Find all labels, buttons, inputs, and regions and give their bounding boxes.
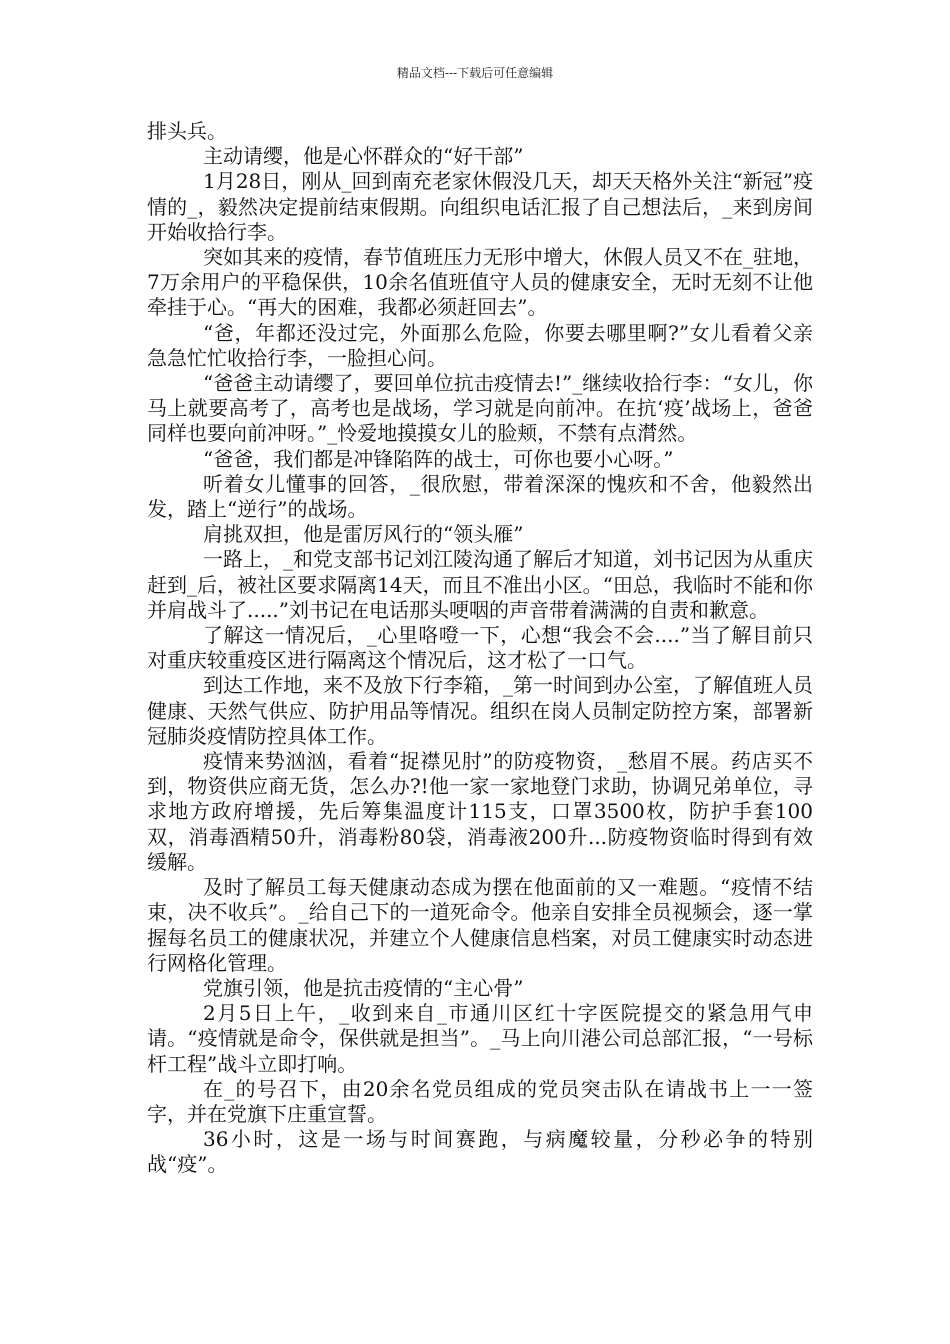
paragraph: 了解这一情况后，_心里咯噔一下，心想“我会不会....”当了解目前只对重庆较重疫区进行隔离这个情况后，这才松了一口气。 xyxy=(147,623,813,673)
paragraph: “爸，年都还没过完，外面那么危险，你要去哪里啊?”女儿看着父亲急急忙忙收拾行李，一脸担心问。 xyxy=(147,320,813,370)
paragraph: 疫情来势汹汹，看着“捉襟见肘”的防疫物资，_愁眉不展。药店买不到，物资供应商无货，怎么办?!他一家一家地登门求助，协调兄弟单位，寻求地方政府增援，先后筹集温度计115支，口罩3500枚，防护手套100双，消毒酒精50升，消毒粉80袋，消毒液200升...防疫物资临时得到有效缓解。 xyxy=(147,749,813,874)
paragraph: 肩挑双担，他是雷厉风行的“领头雁” xyxy=(203,522,524,547)
paragraph: 一路上，_和党支部书记刘江陵沟通了解后才知道，刘书记因为从重庆赶到_后，被社区要求隔离14天，而且不准出小区。“田总，我临时不能和你并肩战斗了.....”刘书记在电话那头哽咽的声音带着满满的自责和歉意。 xyxy=(147,547,813,622)
paragraph: 排头兵。 xyxy=(147,119,227,143)
paragraph: 突如其来的疫情，春节值班压力无形中增大，休假人员又不在_驻地，7万余用户的平稳保供，10余名值班值守人员的健康安全，无时无刻不让他牵挂于心。“再大的困难，我都必须赶回去”。 xyxy=(147,245,813,320)
paragraph: “爸爸主动请缨了，要回单位抗击疫情去!”_继续收拾行李：“女儿，你马上就要高考了，高考也是战场，学习就是向前冲。在抗‘疫’战场上，爸爸同样也要向前冲呀。”_怜爱地摸摸女儿的脸颊，不禁有点潸然。 xyxy=(147,371,813,446)
paragraph: 在_的号召下，由20余名党员组成的党员突击队在请战书上一一签字，并在党旗下庄重宣誓。 xyxy=(147,1076,813,1126)
paragraph: “爸爸，我们都是冲锋陷阵的战士，可你也要小心呀。” xyxy=(203,446,674,471)
paragraph: 党旗引领，他是抗击疫情的“主心骨” xyxy=(203,975,524,1000)
paragraph: 1月28日，刚从_回到南充老家休假没几天，却天天格外关注“新冠”疫情的_，毅然决定提前结束假期。向组织电话汇报了自己想法后，_来到房间开始收拾行李。 xyxy=(147,169,813,244)
paragraph: 到达工作地，来不及放下行李箱，_第一时间到办公室，了解值班人员健康、天然气供应、防护用品等情况。组织在岗人员制定防控方案，部署新冠肺炎疫情防控具体工作。 xyxy=(147,673,813,748)
paragraph: 主动请缨，他是心怀群众的“好干部” xyxy=(203,144,524,169)
document-body xyxy=(147,119,813,1178)
page-header: 精品文档---下载后可任意编辑 xyxy=(396,66,554,80)
paragraph: 36小时，这是一场与时间赛跑，与病魔较量，分秒必争的特别战“疫”。 xyxy=(147,1127,813,1177)
paragraph: 听着女儿懂事的回答，_很欣慰，带着深深的愧疚和不舍，他毅然出发，踏上“逆行”的战场。 xyxy=(147,471,813,522)
paragraph: 2月5日上午，_收到来自_市通川区红十字医院提交的紧急用气申请。“疫情就是命令，保供就是担当”。_马上向川港公司总部汇报，“一号标杆工程”战斗立即打响。 xyxy=(147,1001,813,1076)
paragraph: 及时了解员工每天健康动态成为摆在他面前的又一难题。“疫情不结束，决不收兵”。_给自己下的一道死命令。他亲自安排全员视频会，逐一掌握每名员工的健康状况，并建立个人健康信息档案，对员工健康实时动态进行网格化管理。 xyxy=(147,875,813,975)
